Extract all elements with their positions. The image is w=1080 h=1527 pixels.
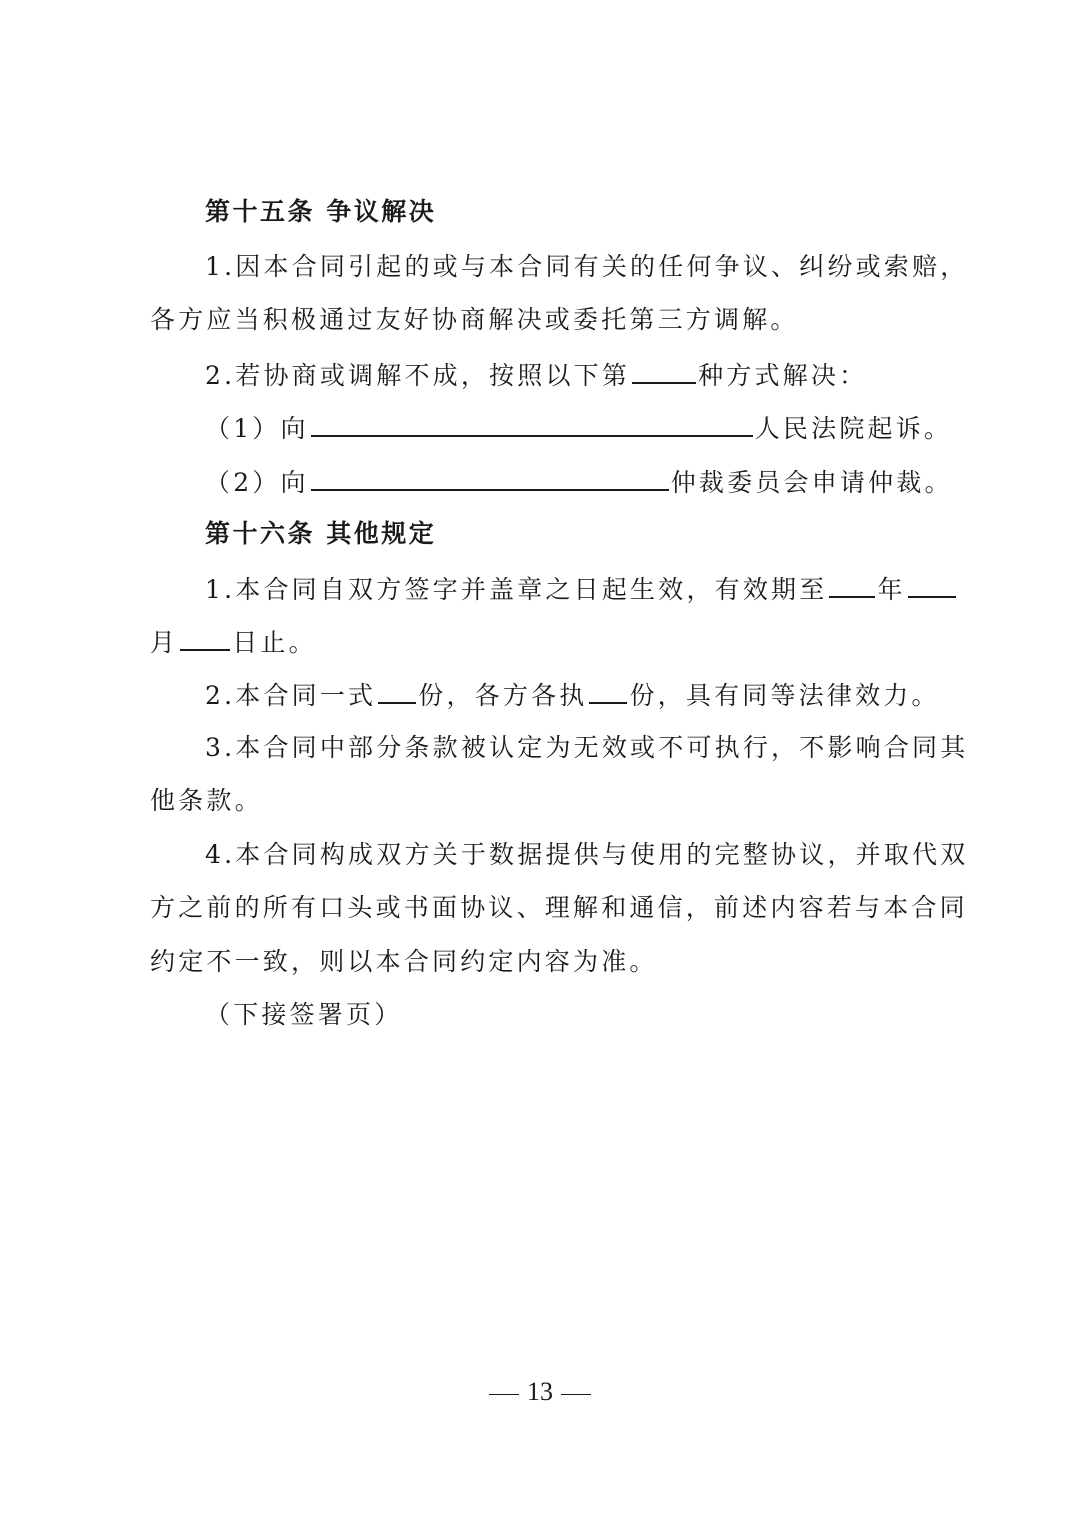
article-16-clause-1-line-1 <box>205 568 940 608</box>
clause-1-text-before: 1.本合同自双方签字并盖章之日起生效，有效期至 <box>205 575 828 604</box>
article-16-clause-4-line-3: 约定不一致，则以本合同约定内容为准。 <box>150 947 658 976</box>
clause-2-copies-suffix: 份，具有同等法律效力。 <box>629 681 940 710</box>
clause-2-copies-mid: 份，各方各执 <box>418 681 588 710</box>
court-name-blank[interactable] <box>311 407 753 437</box>
day-blank[interactable] <box>180 621 230 651</box>
clause-2-text-before: 2.若协商或调解不成，按照以下第 <box>205 361 631 390</box>
year-blank[interactable] <box>829 568 875 598</box>
arbitration-commission-blank[interactable] <box>311 461 669 491</box>
signature-page-note: （下接签署页） <box>205 1000 403 1029</box>
option-2-prefix: （2）向 <box>205 468 309 497</box>
option-1-suffix: 人民法院起诉。 <box>754 414 953 443</box>
article-16-clause-1-line-2 <box>150 621 940 661</box>
article-16-clause-3-line-2: 他条款。 <box>150 786 263 815</box>
article-15-clause-1-line-2: 各方应当积极通过友好协商解决或委托第三方调解。 <box>150 305 799 334</box>
article-16-heading: 第十六条 其他规定 <box>205 519 437 548</box>
each-party-copies-blank[interactable] <box>589 674 627 704</box>
month-blank[interactable] <box>908 568 956 598</box>
day-label: 日止。 <box>232 628 317 657</box>
article-16-clause-2 <box>205 674 940 714</box>
article-16-clause-4-line-2: 方之前的所有口头或书面协议、理解和通信，前述内容若与本合同 <box>150 893 968 922</box>
article-15-clause-1-line-1: 1.因本合同引起的或与本合同有关的任何争议、纠纷或索赔， <box>205 252 969 281</box>
article-15-option-2 <box>205 461 953 501</box>
option-1-prefix: （1）向 <box>205 414 309 443</box>
total-copies-blank[interactable] <box>378 674 416 704</box>
article-15-clause-2 <box>205 354 940 394</box>
footer-dash-right <box>561 1394 591 1395</box>
footer-dash-left <box>489 1394 519 1395</box>
page-footer <box>0 1372 1080 1412</box>
year-label: 年 <box>877 575 906 604</box>
clause-2-text-after: 种方式解决： <box>698 361 868 390</box>
clause-2-copies-prefix: 2.本合同一式 <box>205 681 377 710</box>
article-16-clause-3-line-1: 3.本合同中部分条款被认定为无效或不可执行，不影响合同其 <box>205 733 969 762</box>
month-label: 月 <box>150 628 179 657</box>
article-15-heading: 第十五条 争议解决 <box>205 197 437 226</box>
page-number: 13 <box>527 1377 553 1406</box>
option-2-suffix: 仲裁委员会申请仲裁。 <box>670 468 953 497</box>
method-number-blank[interactable] <box>632 354 696 384</box>
article-16-clause-4-line-1: 4.本合同构成双方关于数据提供与使用的完整协议，并取代双 <box>205 840 969 869</box>
article-15-option-1 <box>205 407 953 447</box>
